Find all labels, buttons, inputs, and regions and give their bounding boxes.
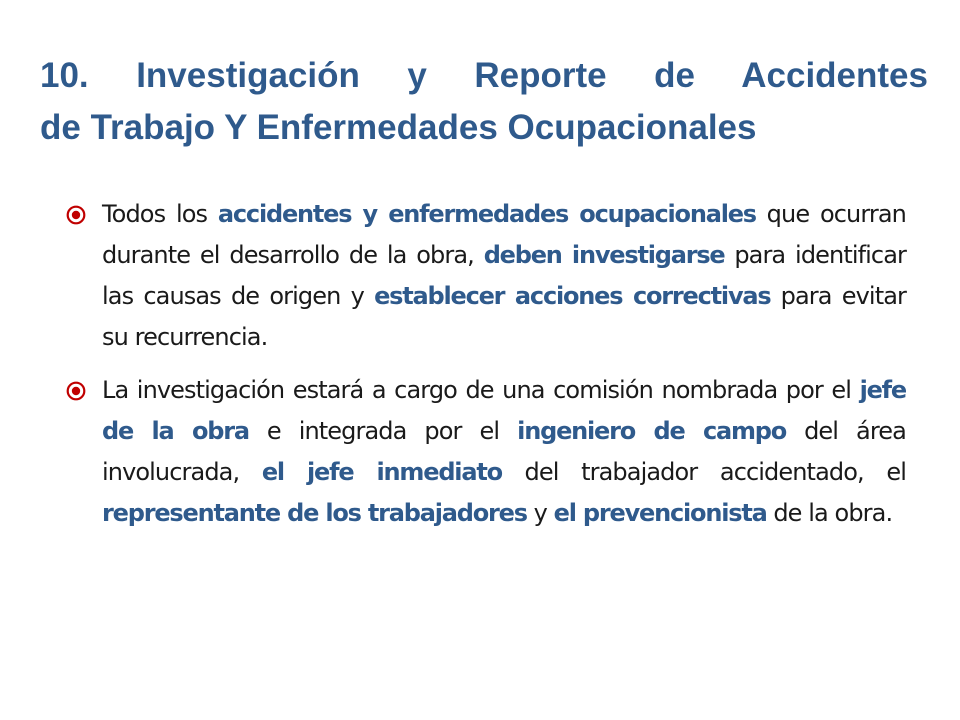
highlight-text: deben investigarse [483,241,725,269]
bullet-text-1 [102,194,906,358]
text-segment: que ocurran durante el desarrollo de la obra, [102,200,906,269]
highlight-text: el jefe inmediato [261,458,502,486]
text-segment: y [526,499,554,527]
highlight-text: jefe de la obra [102,376,906,445]
bullet-item-2 [66,370,906,534]
bullet-list [66,194,906,546]
title-line-2: de Trabajo Y Enfermedades Ocupacionales [40,108,757,147]
text-segment: para evitar su recurrencia. [102,282,906,351]
title-line-1: 10. Investigación y Reporte de Accidentes [40,56,928,95]
bullet-text-2 [102,370,906,534]
highlight-text: ingeniero de campo [517,417,787,445]
highlight-text: accidentes y enfermedades ocupacionales [217,200,756,228]
highlight-text: representante de los trabajadores [102,499,527,527]
circled-dot-icon [66,205,86,225]
text-segment: para identificar las causas de origen y [102,241,906,310]
highlight-text: el prevencionista [553,499,767,527]
slide-title [40,50,928,154]
circled-dot-icon [66,381,86,401]
text-segment: La investigación estará a cargo de una comisión nombrada por el [102,376,860,404]
text-segment: Todos los [102,200,218,228]
text-segment: de la obra. [766,499,893,527]
text-segment: del área involucrada, [102,417,906,486]
highlight-text: establecer acciones correctivas [374,282,771,310]
text-segment: del trabajador accidentado, el [501,458,907,486]
bullet-item-1 [66,194,906,358]
text-segment: e integrada por el [248,417,518,445]
